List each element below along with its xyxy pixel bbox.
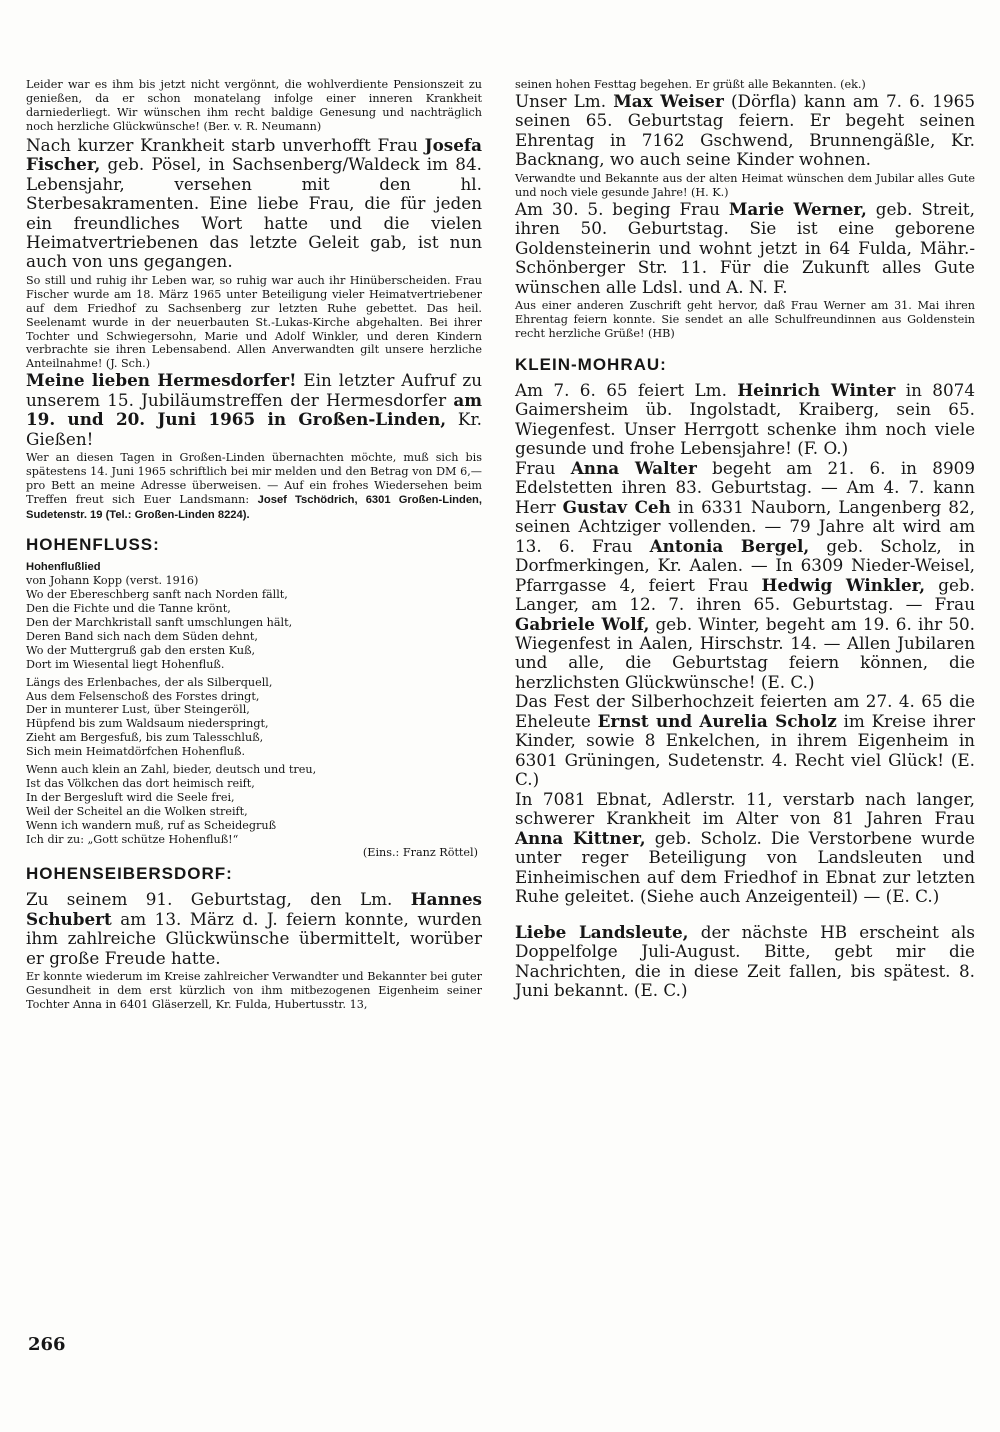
poem-stanza — [26, 588, 482, 671]
article-paragraph: Wer an diesen Tagen in Großen-Linden übernachten möchte, muß sich bis spätestens 14. Juni 1965 schriftlich bei mir melden und den Betrag von DM 6,— pro Bett an meine Adresse überweisen. — Auf ein frohes Wiedersehen beim Treffen freut sich Euer Landsmann: Josef Tschödrich, 6301 Großen-Linden, Sudetenstr. 19 (Tel.: Großen-Linden 8224). — [26, 451, 483, 521]
poem-line: Den die Fichte und die Tanne krönt, — [26, 602, 231, 616]
birthday-list: Frau Anna Walter begeht am 21. 6. in 8909 Edelstetten ihren 83. Geburtstag. — Am 4. 7. kann Herr Gustav Ceh in 6331 Nauborn, Langenberg 82, seinen Achtziger vollenden. — 79 Jahre alt wird am 13. 6. Frau Antonia Bergel, geb. Scholz, in Dorfmerkingen, Kr. Aalen. — In 6309 Nieder-Weisel, Pfarrgasse 4, feiert Frau Hedwig Winkler, geb. Langer, am 12. 7. ihren 65. Geburtstag. — Frau Gabriele Wolf, geb. Winter, begeht am 19. 6. ihr 50. Wiegenfest in Aalen, Hirschstr. 14. — Allen Jubilaren und alle, die Geburtstag feiern können, die herzlichsten Glückwünsche! (E. C.) — [515, 457, 976, 692]
article-paragraph: Leider war es ihm bis jetzt nicht vergönnt, die wohlverdiente Pensionszeit zu genießen, da er schon monatelang infolge einer inneren Krankheit darniederliegt. Wir wünschen ihm recht baldige Genesung und nachträglich noch herzliche Glückwünsche! (Ber. v. R. Neumann) — [26, 78, 482, 133]
poem-stanza — [26, 763, 482, 846]
poem-author: von Johann Kopp (verst. 1916) — [26, 574, 199, 588]
poem-line: Deren Band sich nach dem Süden dehnt, — [26, 630, 258, 644]
poem-line: Den der Marchkristall sanft umschlungen hält, — [26, 616, 293, 630]
announcement-landsleute: Liebe Landsleute, der nächste HB erscheint als Doppelfolge Juli-August. Bitte, gebt mir die Nachrichten, die in diese Zeit fallen, bis spätest. 8. Juni bekannt. (E. C.) — [515, 921, 975, 1001]
poem-line: Wo der Ebereschberg sanft nach Norden fällt, — [26, 588, 288, 602]
poem-line: Sich mein Heimatdörfchen Hohenfluß. — [26, 745, 246, 759]
poem-stanza — [26, 676, 482, 759]
birthday-werner: Am 30. 5. beging Frau Marie Werner, geb. Streit, ihren 50. Geburtstag. Sie ist eine geborene Goldensteinerin und wohnt jetzt in 64 Fulda, Mähr.-Schönberger Str. 11. Für die Zukunft alles Gute wünschen alle Ldsl. und A. N. F. — [515, 198, 975, 297]
poem-line: Ist das Völkchen das dort heimisch reift, — [26, 776, 255, 790]
poem-line: Längs des Erlenbaches, der als Silberquell, — [26, 675, 273, 689]
obituary-fischer: Nach kurzer Krankheit starb unverhofft Frau Josefa Fischer, geb. Pösel, in Sachsenberg/Waldeck im 84. Lebensjahr, versehen mit den hl. Sterbesakramenten. Eine liebe Frau, die für jeden ein freundliches Wort hatte und die vielen Heimatvertriebenen das letzte Geleit gab, ist nun auch von uns gegangen. — [26, 134, 482, 272]
poem-line: Dort im Wiesental liegt Hohenfluß. — [26, 657, 225, 671]
birthday-weiser: Unser Lm. Max Weiser (Dörfla) kann am 7. 6. 1965 seinen 65. Geburtstag feiern. Er begeht seinen Ehrentag in 7162 Gschwend, Brunnengäßle, Kr. Backnang, wo auch seine Kinder wohnen. — [515, 90, 975, 170]
birthday-winter: Am 7. 6. 65 feiert Lm. Heinrich Winter in 8074 Gaimersheim üb. Ingolstadt, Kraiberg, sein 65. Wiegenfest. Unser Herrgott schenke ihm noch viele gesunde und frohe Lebensjahre! (F. O.) — [515, 379, 975, 459]
page-number: 266 — [28, 1334, 66, 1355]
poem-line: Der in munterer Lust, über Steingeröll, — [26, 703, 250, 717]
poem-line: Hüpfend bis zum Waldsaum niederspringt, — [26, 717, 269, 731]
poem-line: Wenn ich wandern muß, ruf as Scheidegruß — [26, 818, 277, 832]
section-heading-hohenseibersdorf: HOHENSEIBERSDORF: — [26, 864, 233, 884]
poem-attribution: (Eins.: Franz Röttel) — [362, 846, 478, 860]
birthday-schubert: Zu seinem 91. Geburtstag, den Lm. Hannes Schubert am 13. März d. J. feiern konnte, wurden ihm zahlreiche Glückwünsche übermittelt, worüber er große Freude hatte. — [26, 889, 482, 968]
silver-wedding-scholz: Das Fest der Silberhochzeit feierten am 27. 4. 65 die Eheleute Ernst und Aurelia Scholz im Kreise ihrer Kinder, sowie 8 Enkelchen, in ihrem Eigenheim in 6301 Grüningen, Sudetenstr. 4. Recht viel Glück! (E. C.) — [515, 691, 975, 790]
poem-line: Weil der Scheitel an die Wolken streift, — [26, 804, 248, 818]
section-heading-hohenfluss: HOHENFLUSS: — [26, 534, 160, 554]
poem-line: Wenn auch klein an Zahl, bieder, deutsch und treu, — [26, 763, 317, 777]
section-heading-klein-mohrau: KLEIN-MOHRAU: — [515, 354, 667, 374]
right-column — [515, 78, 975, 1001]
poem-title: Hohenflußlied — [26, 560, 101, 573]
article-paragraph: Verwandte und Bekannte aus der alten Heimat wünschen dem Jubilar alles Gute und noch viele gesunde Jahre! (H. K.) — [515, 171, 975, 199]
poem-line: Wo der Muttergruß gab den ersten Kuß, — [26, 643, 256, 657]
poem-line: Zieht am Bergesfuß, bis zum Talesschluß, — [26, 731, 264, 745]
poem-line: In der Bergesluft wird die Seele frei, — [26, 790, 235, 804]
poem-line: Aus dem Felsenschoß des Forstes dringt, — [26, 689, 260, 703]
left-column — [26, 78, 482, 1012]
poem-line: Ich dir zu: „Gott schütze Hohenfluß!“ — [26, 832, 239, 846]
article-paragraph: seinen hohen Festtag begehen. Er grüßt alle Bekannten. (ek.) — [515, 78, 866, 91]
article-paragraph: So still und ruhig ihr Leben war, so ruhig war auch ihr Hinüberscheiden. Frau Fischer wurde am 18. März 1965 unter Beteiligung vieler Heimatvertriebener auf dem Friedhof zu Sachsenberg zur letzten Ruhe gebettet. Das heil. Seelenamt wurde in der neuerbauten St.-Lukas-Kirche abgehalten. Bei ihrer Tochter und Schwiegersohn, Marie und Adolf Winkler, und deren Kindern verbrachte sie ihren Lebensabend. Allen Anverwandten gilt unsere herzliche Anteilnahme! (J. Sch.) — [26, 273, 482, 371]
article-paragraph: Aus einer anderen Zuschrift geht hervor, daß Frau Werner am 31. Mai ihren Ehrentag feiern konnte. Sie sendet an alle Schulfreundinnen aus Goldenstein recht herzliche Grüße! (HB) — [515, 299, 975, 340]
article-paragraph: Er konnte wiederum im Kreise zahlreicher Verwandter und Bekannter bei guter Gesundheit in dem erst kürzlich von ihm mitbezogenen Eigenheim seiner Tochter Anna in 6401 Gläserzell, Kr. Fulda, Hubertusstr. 13, — [26, 970, 482, 1011]
hermesdorf-call: Meine lieben Hermesdorfer! Ein letzter Aufruf zu unserem 15. Jubiläumstreffen der Hermesdorfer am 19. und 20. Juni 1965 in Großen-Linden, Kr. Gießen! — [26, 370, 482, 449]
obituary-kittner: In 7081 Ebnat, Adlerstr. 11, verstarb nach langer, schwerer Krankheit im Alter von 81 Jahren Frau Anna Kittner, geb. Scholz. Die Verstorbene wurde unter reger Beteiligung von Landsleuten und Einheimischen auf dem Friedhof in Ebnat zur letzten Ruhe geleitet. (Siehe auch Anzeigenteil) — (E. C.) — [515, 788, 975, 907]
